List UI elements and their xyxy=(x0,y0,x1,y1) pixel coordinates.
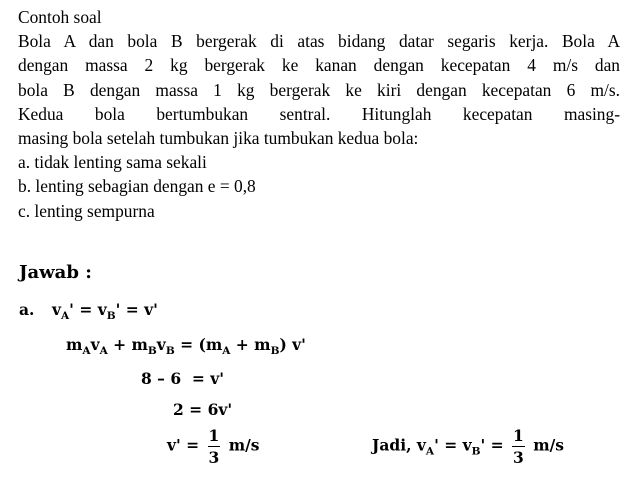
equation-5: v' = $\frac{1}{3}$ m/s xyxy=(167,426,260,467)
equation-4: 2 = 6v' xyxy=(173,400,233,419)
problem-line: bola B dengan massa 1 kg bergerak ke kiri dengan kecepatan 6 m/s. xyxy=(18,79,620,100)
option-a: a. tidak lenting sama sekali xyxy=(18,152,207,173)
label-a: a. xyxy=(19,300,35,319)
fraction: $\frac{1}{3}$ xyxy=(513,426,524,467)
equation-2: $m_Av_A + m_Bv_B = (m_A + m_B)$ v' xyxy=(66,335,306,357)
solution-heading: Jawab : xyxy=(19,262,92,283)
equation-3: 8 – 6 = v' xyxy=(141,369,225,388)
problem-title: Contoh soal xyxy=(18,7,102,27)
problem-line: dengan massa 2 kg bergerak ke kanan dengan kecepatan 4 m/s dan xyxy=(18,55,620,76)
fraction: $\frac{1}{3}$ xyxy=(208,426,220,467)
equation-1: $v_A' = v_B' = v'$ xyxy=(52,300,158,322)
problem-text xyxy=(18,5,620,223)
conclusion: Jadi, $v_A' = v_B'$ = $\frac{1}{3}$ m/s xyxy=(372,426,565,467)
option-b: b. lenting sebagian dengan e = 0,8 xyxy=(18,176,256,197)
problem-line: Kedua bola bertumbukan sentral. Hitunglah kecepatan masing- xyxy=(18,103,620,124)
problem-line: masing bola setelah tumbukan jika tumbukan kedua bola: xyxy=(18,128,419,149)
option-c: c. lenting sempurna xyxy=(18,200,155,221)
problem-line: Bola A dan bola B bergerak di atas bidang datar segaris kerja. Bola A xyxy=(18,31,620,52)
